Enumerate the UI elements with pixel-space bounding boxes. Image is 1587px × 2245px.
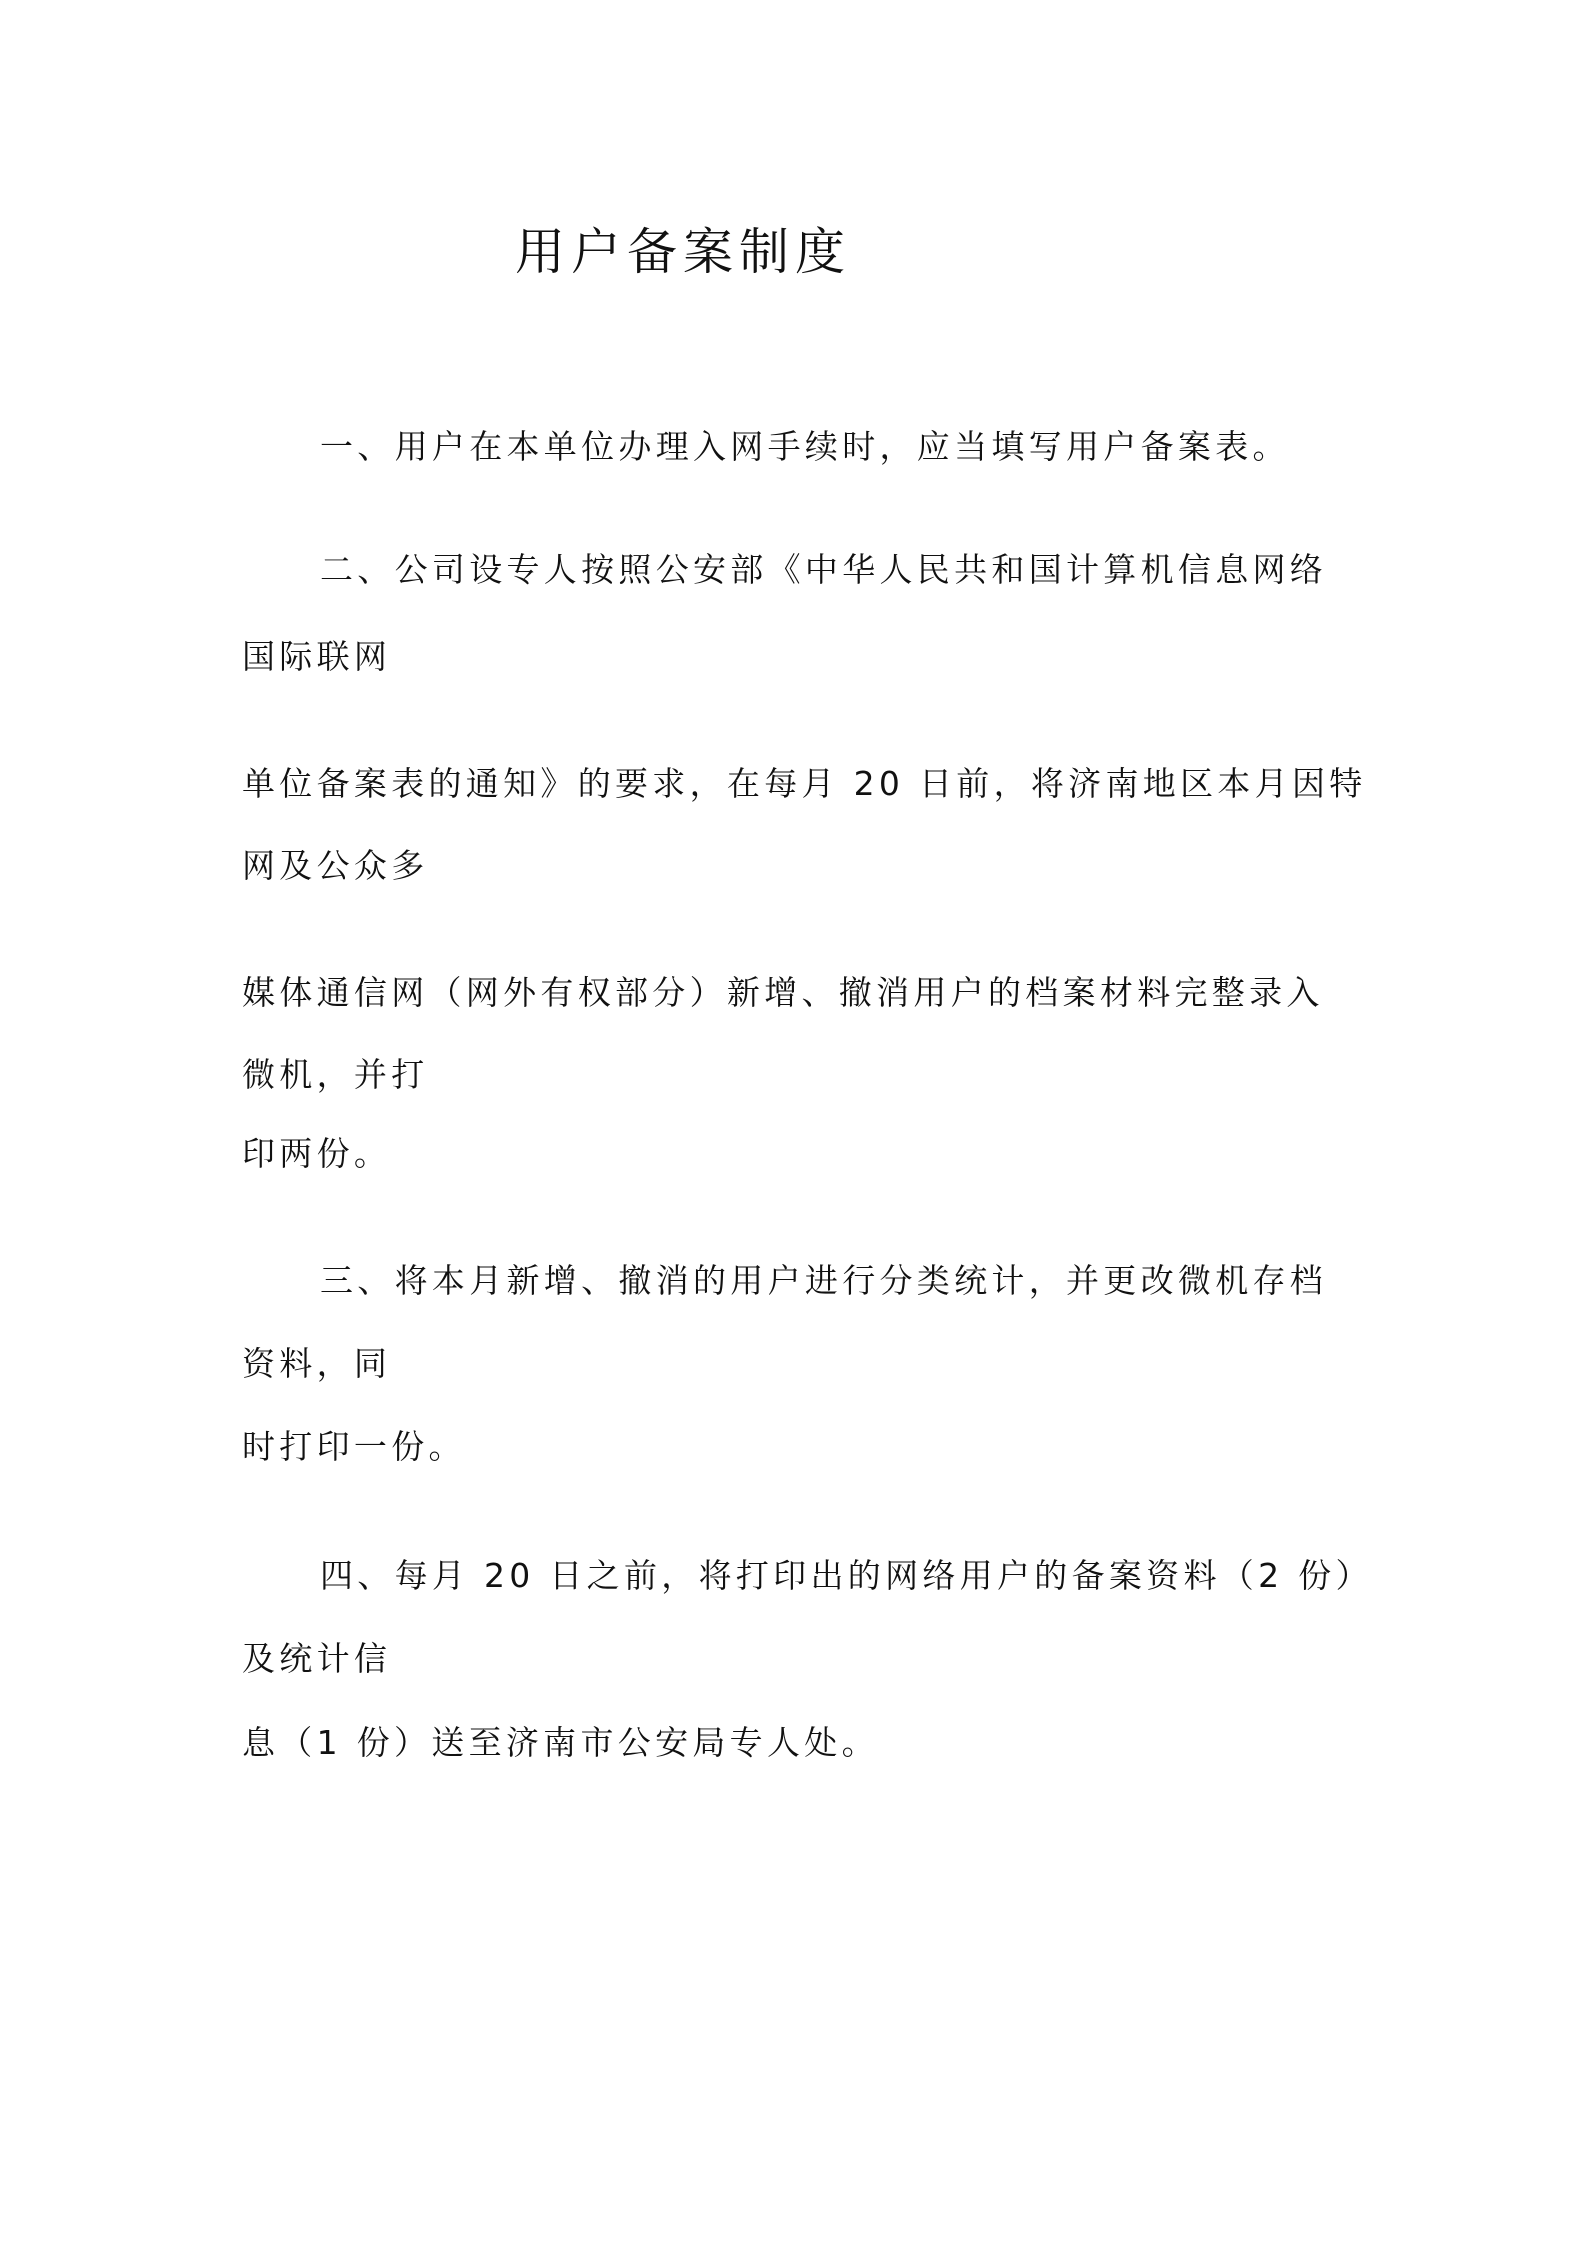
- paragraph-4-line: 及统计信: [242, 1639, 392, 1678]
- paragraph-1-line: 一、用户在本单位办理入网手续时，应当填写用户备案表。: [320, 427, 1290, 466]
- paragraph-3-line: 三、将本月新增、撤消的用户进行分类统计，并更改微机存档: [320, 1261, 1328, 1300]
- paragraph-4-line: 息（1 份）送至济南市公安局专人处。: [242, 1723, 879, 1762]
- paragraph-2-line: 印两份。: [242, 1134, 392, 1173]
- paragraph-3-line: 时打印一份。: [242, 1427, 466, 1466]
- paragraph-2-line: 国际联网: [242, 637, 392, 676]
- paragraph-2-line: 单位备案表的通知》的要求，在每月 20 日前，将济南地区本月因特: [242, 764, 1367, 803]
- document-title: 用户备案制度: [515, 223, 851, 281]
- paragraph-2-line: 网及公众多: [242, 846, 429, 885]
- paragraph-2-line: 二、公司设专人按照公安部《中华人民共和国计算机信息网络: [320, 550, 1328, 589]
- paragraph-4-line: 四、每月 20 日之前，将打印出的网络用户的备案资料（2 份）: [320, 1556, 1373, 1595]
- paragraph-3-line: 资料，同: [242, 1344, 392, 1383]
- paragraph-2-line: 微机，并打: [242, 1055, 429, 1094]
- paragraph-2-line: 媒体通信网（网外有权部分）新增、撤消用户的档案材料完整录入: [242, 973, 1324, 1012]
